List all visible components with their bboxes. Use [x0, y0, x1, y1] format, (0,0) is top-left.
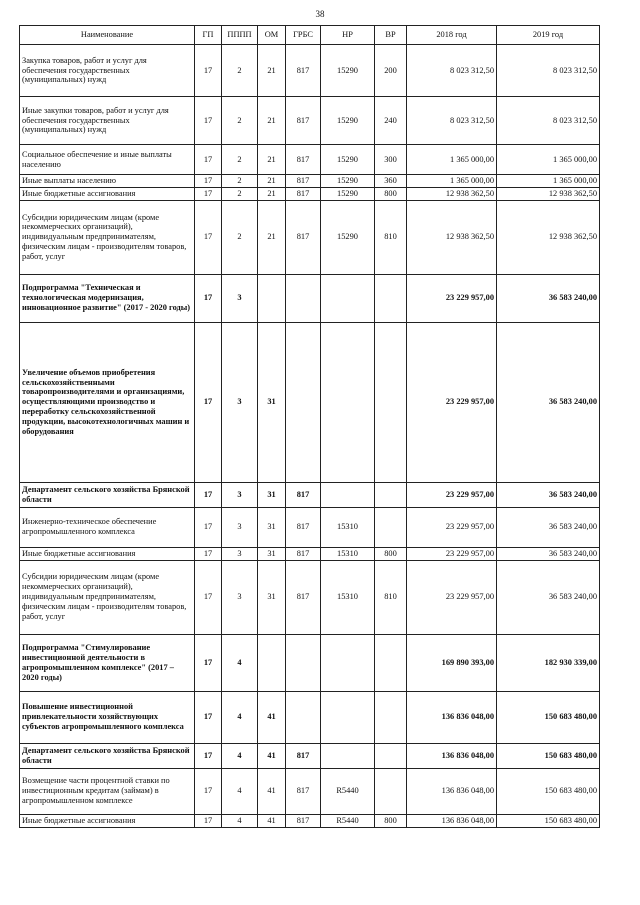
cell-nr [321, 691, 375, 743]
cell-pppp: 2 [222, 175, 258, 188]
cell-2019: 12 938 362,50 [497, 187, 600, 200]
cell-pppp: 2 [222, 200, 258, 274]
cell-vr: 800 [375, 547, 407, 560]
header-om: ОМ [258, 26, 286, 45]
cell-gp: 17 [195, 97, 222, 145]
table-row [20, 691, 600, 743]
cell-vr: 240 [375, 97, 407, 145]
cell-pppp: 4 [222, 634, 258, 691]
cell-vr: 800 [375, 187, 407, 200]
cell-pppp: 4 [222, 743, 258, 768]
cell-vr [375, 322, 407, 482]
cell-om: 31 [258, 322, 286, 482]
table-body [20, 45, 600, 828]
cell-name: Иные бюджетные ассигнования [20, 547, 195, 560]
cell-pppp: 4 [222, 691, 258, 743]
cell-gp: 17 [195, 482, 222, 507]
cell-om: 41 [258, 743, 286, 768]
cell-grbs: 817 [286, 97, 321, 145]
cell-name: Иные бюджетные ассигнования [20, 187, 195, 200]
cell-grbs: 817 [286, 814, 321, 827]
cell-grbs [286, 274, 321, 322]
cell-2018: 136 836 048,00 [407, 814, 497, 827]
cell-2018: 169 890 393,00 [407, 634, 497, 691]
cell-pppp: 4 [222, 768, 258, 814]
header-vr: ВР [375, 26, 407, 45]
cell-grbs: 817 [286, 187, 321, 200]
cell-nr [321, 743, 375, 768]
cell-om: 31 [258, 560, 286, 634]
cell-vr: 300 [375, 145, 407, 175]
cell-nr: 15310 [321, 560, 375, 634]
cell-2019: 1 365 000,00 [497, 145, 600, 175]
cell-2019: 150 683 480,00 [497, 743, 600, 768]
cell-pppp: 2 [222, 187, 258, 200]
cell-gp: 17 [195, 187, 222, 200]
cell-2018: 136 836 048,00 [407, 743, 497, 768]
table-row [20, 560, 600, 634]
cell-gp: 17 [195, 322, 222, 482]
cell-pppp: 3 [222, 274, 258, 322]
table-row [20, 507, 600, 547]
cell-grbs: 817 [286, 507, 321, 547]
table-row [20, 634, 600, 691]
cell-grbs: 817 [286, 547, 321, 560]
cell-2019: 182 930 339,00 [497, 634, 600, 691]
cell-2019: 36 583 240,00 [497, 547, 600, 560]
cell-pppp: 3 [222, 482, 258, 507]
cell-name: Инженерно-техническое обеспечение агропромышленного комплекса [20, 507, 195, 547]
cell-gp: 17 [195, 200, 222, 274]
cell-pppp: 3 [222, 547, 258, 560]
header-2018: 2018 год [407, 26, 497, 45]
cell-nr: 15290 [321, 45, 375, 97]
header-2019: 2019 год [497, 26, 600, 45]
cell-2018: 136 836 048,00 [407, 768, 497, 814]
cell-vr [375, 768, 407, 814]
cell-name: Подпрограмма "Стимулирование инвестиционной деятельности в агропромышленном комплексе" (2017 – 2020 годы) [20, 634, 195, 691]
table-row [20, 743, 600, 768]
cell-grbs: 817 [286, 768, 321, 814]
cell-pppp: 3 [222, 322, 258, 482]
cell-grbs: 817 [286, 560, 321, 634]
cell-grbs: 817 [286, 145, 321, 175]
table-row [20, 814, 600, 827]
header-row [20, 26, 600, 45]
cell-2019: 36 583 240,00 [497, 507, 600, 547]
budget-table [19, 25, 600, 828]
cell-vr: 810 [375, 560, 407, 634]
cell-2018: 1 365 000,00 [407, 145, 497, 175]
cell-pppp: 2 [222, 145, 258, 175]
cell-2018: 12 938 362,50 [407, 200, 497, 274]
cell-vr [375, 482, 407, 507]
cell-2018: 136 836 048,00 [407, 691, 497, 743]
cell-om: 21 [258, 45, 286, 97]
cell-nr [321, 322, 375, 482]
cell-2018: 23 229 957,00 [407, 482, 497, 507]
cell-vr [375, 274, 407, 322]
cell-om: 41 [258, 691, 286, 743]
cell-2018: 12 938 362,50 [407, 187, 497, 200]
cell-grbs [286, 691, 321, 743]
cell-nr: 15290 [321, 97, 375, 145]
cell-gp: 17 [195, 145, 222, 175]
cell-gp: 17 [195, 547, 222, 560]
table-row [20, 482, 600, 507]
cell-om [258, 274, 286, 322]
cell-nr: R5440 [321, 814, 375, 827]
cell-grbs: 817 [286, 200, 321, 274]
cell-vr: 200 [375, 45, 407, 97]
cell-gp: 17 [195, 743, 222, 768]
header-nr: НР [321, 26, 375, 45]
cell-gp: 17 [195, 45, 222, 97]
cell-gp: 17 [195, 634, 222, 691]
cell-2019: 150 683 480,00 [497, 768, 600, 814]
header-pppp: ПППП [222, 26, 258, 45]
cell-name: Субсидии юридическим лицам (кроме некоммерческих организаций), индивидуальным предпринимателям, физическим лицам - производителям товаров, работ, услуг [20, 200, 195, 274]
cell-2018: 23 229 957,00 [407, 547, 497, 560]
cell-nr: 15290 [321, 187, 375, 200]
cell-vr [375, 691, 407, 743]
table-row [20, 97, 600, 145]
cell-name: Подпрограмма "Техническая и технологическая модернизация, инновационное развитие" (2017 - 2020 годы) [20, 274, 195, 322]
cell-gp: 17 [195, 507, 222, 547]
table-row [20, 547, 600, 560]
cell-name: Закупка товаров, работ и услуг для обеспечения государственных (муниципальных) нужд [20, 45, 195, 97]
cell-grbs [286, 322, 321, 482]
cell-2019: 36 583 240,00 [497, 274, 600, 322]
table-row [20, 768, 600, 814]
cell-nr: 15310 [321, 547, 375, 560]
cell-om [258, 634, 286, 691]
cell-gp: 17 [195, 274, 222, 322]
cell-pppp: 2 [222, 45, 258, 97]
cell-grbs: 817 [286, 482, 321, 507]
cell-nr: R5440 [321, 768, 375, 814]
cell-om: 41 [258, 814, 286, 827]
cell-name: Повышение инвестиционной привлекательности хозяйствующих субъектов агропромышленного комплекса [20, 691, 195, 743]
cell-om: 31 [258, 507, 286, 547]
cell-vr: 800 [375, 814, 407, 827]
header-name: Наименование [20, 26, 195, 45]
cell-gp: 17 [195, 691, 222, 743]
cell-pppp: 2 [222, 97, 258, 145]
cell-vr [375, 743, 407, 768]
cell-grbs [286, 634, 321, 691]
cell-2018: 23 229 957,00 [407, 322, 497, 482]
cell-om: 31 [258, 482, 286, 507]
cell-2018: 23 229 957,00 [407, 507, 497, 547]
cell-gp: 17 [195, 560, 222, 634]
header-grbs: ГРБС [286, 26, 321, 45]
cell-om: 21 [258, 200, 286, 274]
cell-2019: 12 938 362,50 [497, 200, 600, 274]
cell-gp: 17 [195, 175, 222, 188]
cell-2019: 150 683 480,00 [497, 691, 600, 743]
table-row [20, 322, 600, 482]
cell-2018: 1 365 000,00 [407, 175, 497, 188]
cell-2019: 8 023 312,50 [497, 45, 600, 97]
cell-nr: 15290 [321, 145, 375, 175]
cell-nr: 15310 [321, 507, 375, 547]
cell-vr: 360 [375, 175, 407, 188]
cell-grbs: 817 [286, 175, 321, 188]
cell-pppp: 3 [222, 560, 258, 634]
cell-grbs: 817 [286, 45, 321, 97]
cell-om: 21 [258, 145, 286, 175]
cell-2019: 8 023 312,50 [497, 97, 600, 145]
cell-2019: 150 683 480,00 [497, 814, 600, 827]
header-gp: ГП [195, 26, 222, 45]
cell-name: Увеличение объемов приобретения сельскохозяйственными товаропроизводителями и организациями, осуществляющими производство и переработку сельскохозяйственной продукции, высокотехнологичных машин и оборудования [20, 322, 195, 482]
page-number: 38 [315, 9, 325, 19]
cell-vr [375, 507, 407, 547]
cell-vr: 810 [375, 200, 407, 274]
table-row [20, 187, 600, 200]
cell-2018: 8 023 312,50 [407, 97, 497, 145]
cell-nr [321, 274, 375, 322]
cell-2019: 36 583 240,00 [497, 482, 600, 507]
cell-om: 31 [258, 547, 286, 560]
table-row [20, 200, 600, 274]
cell-2019: 36 583 240,00 [497, 560, 600, 634]
cell-gp: 17 [195, 814, 222, 827]
cell-om: 41 [258, 768, 286, 814]
cell-om: 21 [258, 187, 286, 200]
cell-vr [375, 634, 407, 691]
cell-om: 21 [258, 97, 286, 145]
table-row [20, 175, 600, 188]
cell-om: 21 [258, 175, 286, 188]
cell-name: Возмещение части процентной ставки по инвестиционным кредитам (займам) в агропромышленном комплексе [20, 768, 195, 814]
cell-name: Иные выплаты населению [20, 175, 195, 188]
cell-grbs: 817 [286, 743, 321, 768]
cell-2019: 36 583 240,00 [497, 322, 600, 482]
cell-pppp: 3 [222, 507, 258, 547]
cell-nr [321, 482, 375, 507]
cell-2019: 1 365 000,00 [497, 175, 600, 188]
cell-nr: 15290 [321, 200, 375, 274]
table-row [20, 274, 600, 322]
cell-nr: 15290 [321, 175, 375, 188]
cell-name: Иные закупки товаров, работ и услуг для обеспечения государственных (муниципальных) нужд [20, 97, 195, 145]
cell-name: Социальное обеспечение и иные выплаты населению [20, 145, 195, 175]
cell-nr [321, 634, 375, 691]
cell-name: Иные бюджетные ассигнования [20, 814, 195, 827]
cell-2018: 23 229 957,00 [407, 274, 497, 322]
cell-name: Департамент сельского хозяйства Брянской области [20, 743, 195, 768]
table-row [20, 145, 600, 175]
cell-2018: 23 229 957,00 [407, 560, 497, 634]
cell-pppp: 4 [222, 814, 258, 827]
cell-2018: 8 023 312,50 [407, 45, 497, 97]
cell-name: Субсидии юридическим лицам (кроме некоммерческих организаций), индивидуальным предпринимателям, физическим лицам - производителям товаров, работ, услуг [20, 560, 195, 634]
cell-gp: 17 [195, 768, 222, 814]
cell-name: Департамент сельского хозяйства Брянской области [20, 482, 195, 507]
table-row [20, 45, 600, 97]
